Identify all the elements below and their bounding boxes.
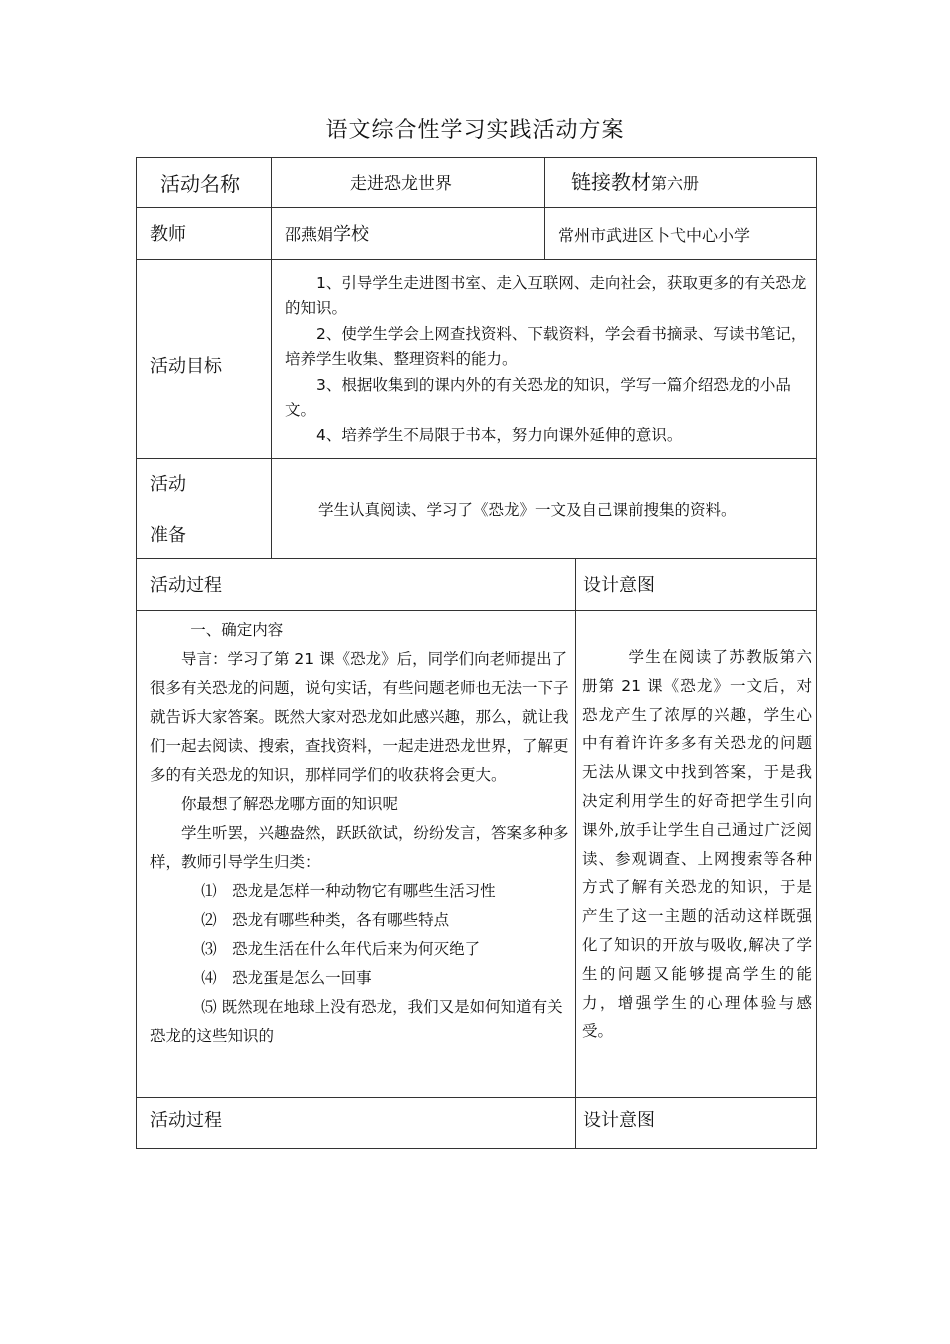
col-divider xyxy=(575,558,576,1148)
school-name: 常州市武进区卜弋中心小学 xyxy=(558,226,751,245)
process-heading: 一、确定内容 xyxy=(190,621,284,639)
intent-content xyxy=(582,643,812,1046)
process-intro: 导言：学习了第 21 课《恐龙》后，同学们向老师提出了很多有关恐龙的问题，说句实话，有些问题老师也无法一下子就告诉大家答案。既然大家对恐龙如此感兴趣，那么，就让我们一起去阅读、搜索，查找资料，一起走进恐龙世界，了解更多的有关恐龙的知识，那样同学们的收获将会更大。 xyxy=(150,650,569,784)
process-list-item: ⑷ 恐龙蛋是怎么一回事 xyxy=(201,969,372,987)
row-divider xyxy=(136,558,817,559)
process-item5: ⑸ 既然现在地球上没有恐龙，我们又是如何知道有关恐龙的这些知识的 xyxy=(150,998,563,1045)
process-content xyxy=(150,616,572,1051)
goal-item: 1、引导学生走进图书室、走入互联网、走向社会，获取更多的有关恐龙的知识。 xyxy=(285,274,807,318)
textbook-link-label: 链接教材 xyxy=(571,170,651,194)
activity-name-value: 走进恐龙世界 xyxy=(350,174,452,194)
goal-item: 3、根据收集到的课内外的有关恐龙的知识，学写一篇介绍恐龙的小品文。 xyxy=(285,375,791,420)
activity-name-label: 活动名称 xyxy=(160,172,240,196)
goal-item: 4、培养学生不局限于书本，努力向课外延伸的意识。 xyxy=(316,426,683,445)
intent-text: 学生在阅读了苏教版第六册第 21 课《恐龙》一文后，对恐龙产生了浓厚的兴趣，学生心中有着许许多多有关恐龙的问题无法从课文中找到答案，于是我决定利用学生的好奇把学生引向课外,放手让学生自己通过广泛阅读、参观调查、上网搜索等各种方式了解有关恐龙的知识，于是产生了这一主题的活动这样既强化了知识的开放与吸收,解决了学生的问题又能够提高学生的能力，增强学生的心理体验与感受。 xyxy=(582,648,812,1041)
prep-label-line2: 准备 xyxy=(150,525,186,546)
goals-label: 活动目标 xyxy=(150,356,222,377)
process-list-item: ⑴ 恐龙是怎样一种动物它有哪些生活习性 xyxy=(201,882,496,900)
process-header-2: 活动过程 xyxy=(150,1110,222,1131)
row-divider xyxy=(136,610,817,611)
teacher-school xyxy=(285,225,369,245)
teacher-label: 教师 xyxy=(150,224,186,245)
prep-label-line1: 活动 xyxy=(150,474,186,495)
row-divider xyxy=(136,207,817,208)
process-list-item: ⑵ 恐龙有哪些种类，各有哪些特点 xyxy=(201,911,450,929)
col-divider xyxy=(271,157,272,559)
process-question: 你最想了解恐龙哪方面的知识呢 xyxy=(181,795,399,813)
document-title: 语文综合性学习实践活动方案 xyxy=(325,118,625,143)
goal-item: 2、使学生学会上网查找资料、下载资料，学会看书摘录、写读书笔记，培养学生收集、整理资料的能力。 xyxy=(285,324,807,369)
process-response: 学生听罢，兴趣盎然，跃跃欲试，纷纷发言，答案多种多样，教师引导学生归类： xyxy=(150,824,569,871)
intent-header-2: 设计意图 xyxy=(583,1110,655,1131)
process-header: 活动过程 xyxy=(150,575,222,596)
row-divider xyxy=(136,259,817,260)
textbook-link xyxy=(571,172,699,194)
textbook-link-value: 第六册 xyxy=(651,174,700,193)
teacher-name: 邵燕娟 xyxy=(285,225,334,244)
goals-list xyxy=(285,271,809,449)
col-divider xyxy=(544,157,545,259)
process-list-item: ⑶ 恐龙生活在什么年代后来为何灭绝了 xyxy=(201,940,481,958)
intent-header: 设计意图 xyxy=(583,575,655,596)
row-divider xyxy=(136,1097,817,1098)
prep-text: 学生认真阅读、学习了《恐龙》一文及自己课前搜集的资料。 xyxy=(318,501,737,519)
school-label: 学校 xyxy=(333,224,370,245)
row-divider xyxy=(136,458,817,459)
